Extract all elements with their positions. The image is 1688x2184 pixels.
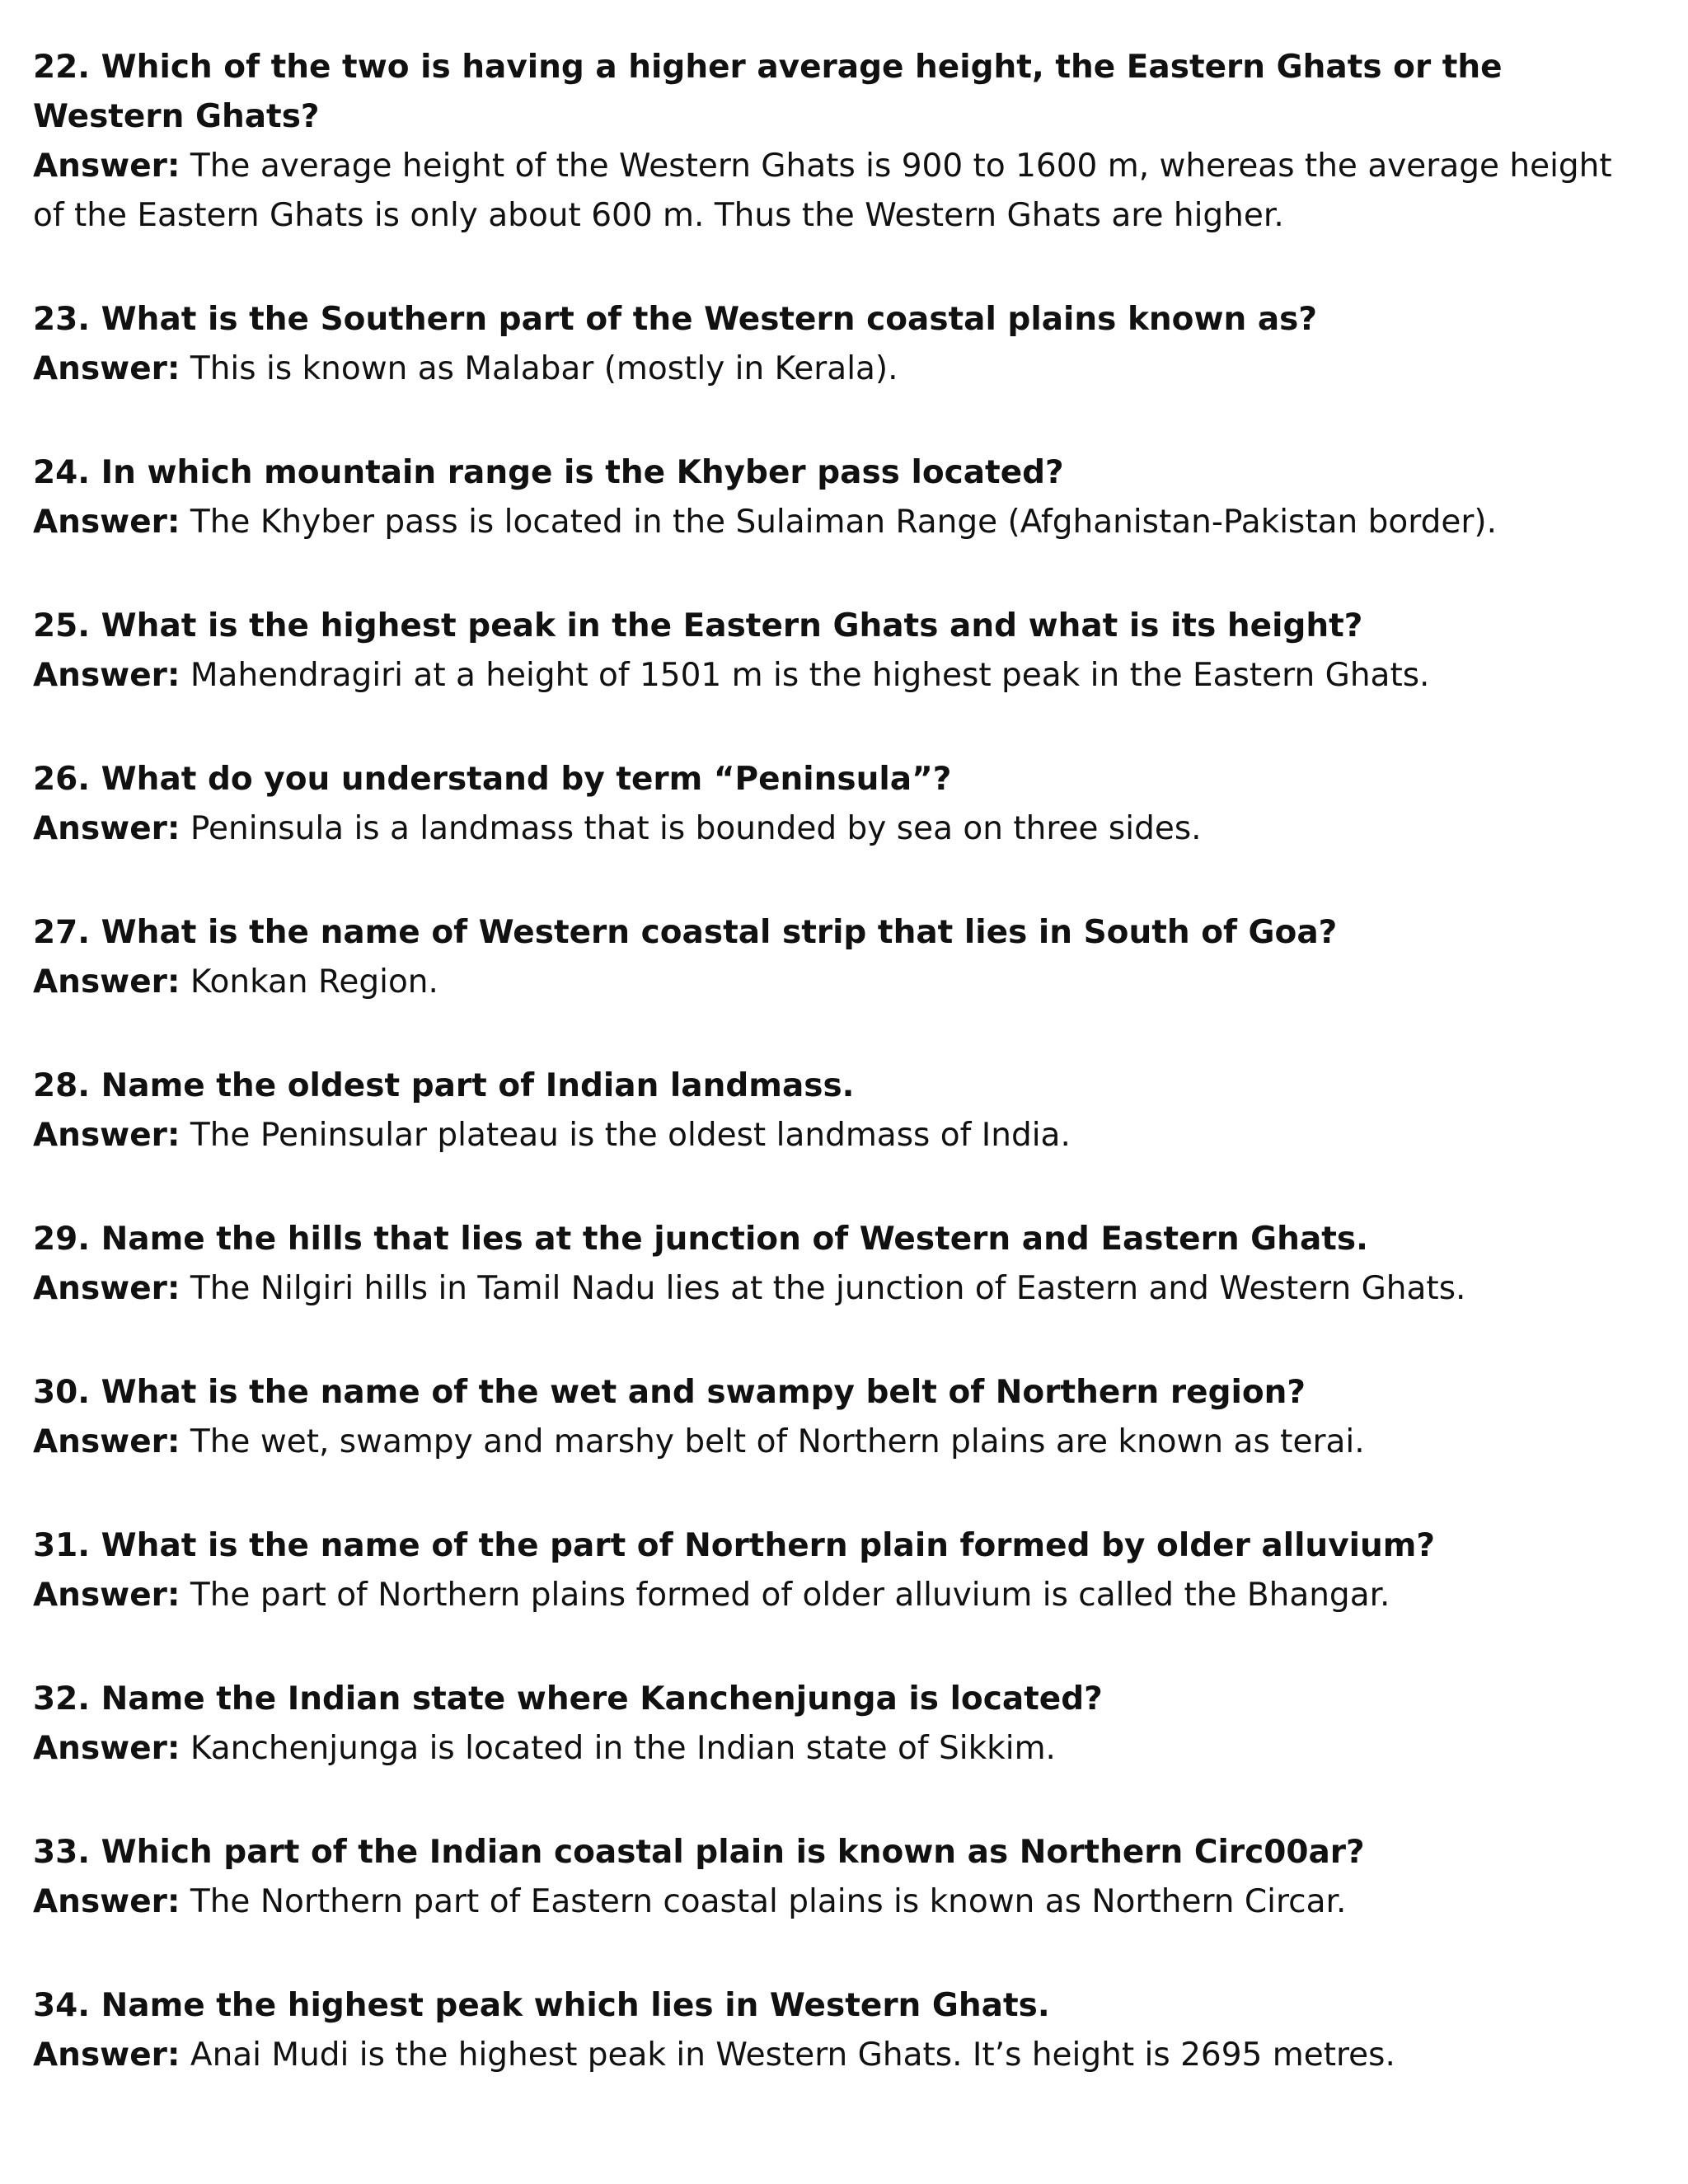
answer-label: Answer: xyxy=(33,1270,181,1307)
qa-item-29 xyxy=(33,1215,1648,1314)
qa-item-30 xyxy=(33,1368,1648,1467)
qa-item-33 xyxy=(33,1828,1648,1927)
answer-label: Answer: xyxy=(33,148,181,185)
answer-text: Mahendragiri at a height of 1501 m is the highest peak in the Eastern Ghats. xyxy=(190,657,1430,694)
answer-paragraph xyxy=(33,498,1648,547)
qa-item-22 xyxy=(33,43,1648,241)
answer-label: Answer: xyxy=(33,1117,181,1154)
answer-text: The wet, swampy and marshy belt of Northern plains are known as terai. xyxy=(190,1423,1365,1460)
answer-paragraph xyxy=(33,344,1648,394)
question-text: 34. Name the highest peak which lies in Western Ghats. xyxy=(33,1987,1050,2024)
answer-label: Answer: xyxy=(33,1577,181,1614)
question-text: 30. What is the name of the wet and swampy belt of Northern region? xyxy=(33,1374,1306,1411)
qa-item-32 xyxy=(33,1675,1648,1774)
answer-paragraph xyxy=(33,958,1648,1007)
qa-item-24 xyxy=(33,448,1648,547)
answer-paragraph xyxy=(33,1724,1648,1774)
question-text: 28. Name the oldest part of Indian landmass. xyxy=(33,1067,855,1104)
answer-text: The Nilgiri hills in Tamil Nadu lies at the junction of Eastern and Western Ghats. xyxy=(190,1270,1466,1307)
answer-label: Answer: xyxy=(33,1883,181,1920)
question-text: 25. What is the highest peak in the Eastern Ghats and what is its height? xyxy=(33,607,1363,644)
answer-text: Anai Mudi is the highest peak in Western Ghats. It’s height is 2695 metres. xyxy=(190,2036,1395,2074)
answer-paragraph xyxy=(33,1877,1648,1927)
answer-paragraph xyxy=(33,651,1648,701)
answer-paragraph xyxy=(33,804,1648,854)
answer-label: Answer: xyxy=(33,1730,181,1767)
answer-label: Answer: xyxy=(33,1423,181,1460)
question-text: 32. Name the Indian state where Kanchenjunga is located? xyxy=(33,1680,1103,1718)
answer-text: Peninsula is a landmass that is bounded by sea on three sides. xyxy=(190,810,1202,847)
question-text: 24. In which mountain range is the Khyber pass located? xyxy=(33,454,1064,491)
qa-item-23 xyxy=(33,295,1648,394)
qa-item-34 xyxy=(33,1981,1648,2080)
question-text: 33. Which part of the Indian coastal plain is known as Northern Circ00ar? xyxy=(33,1834,1365,1871)
answer-text: This is known as Malabar (mostly in Kerala). xyxy=(190,350,898,387)
question-text: 31. What is the name of the part of Northern plain formed by older alluvium? xyxy=(33,1527,1436,1564)
answer-text: The Khyber pass is located in the Sulaiman Range (Afghanistan-Pakistan border). xyxy=(190,504,1498,541)
question-text: 26. What do you understand by term “Peninsula”? xyxy=(33,761,952,798)
qa-item-31 xyxy=(33,1521,1648,1620)
answer-text: The Peninsular plateau is the oldest landmass of India. xyxy=(190,1117,1071,1154)
qa-item-28 xyxy=(33,1062,1648,1160)
answer-label: Answer: xyxy=(33,963,181,1001)
answer-text: Konkan Region. xyxy=(190,963,438,1001)
document-page xyxy=(33,43,1648,2135)
answer-label: Answer: xyxy=(33,350,181,387)
answer-label: Answer: xyxy=(33,657,181,694)
answer-paragraph xyxy=(33,1418,1648,1467)
question-text: 27. What is the name of Western coastal strip that lies in South of Goa? xyxy=(33,914,1338,951)
answer-paragraph xyxy=(33,1111,1648,1160)
answer-text: The part of Northern plains formed of older alluvium is called the Bhangar. xyxy=(190,1577,1390,1614)
answer-label: Answer: xyxy=(33,810,181,847)
answer-label: Answer: xyxy=(33,2036,181,2074)
question-text: 29. Name the hills that lies at the junction of Western and Eastern Ghats. xyxy=(33,1221,1368,1258)
answer-text: The Northern part of Eastern coastal plains is known as Northern Circar. xyxy=(190,1883,1347,1920)
answer-paragraph xyxy=(33,142,1648,241)
answer-paragraph xyxy=(33,2031,1648,2080)
answer-paragraph xyxy=(33,1571,1648,1620)
question-text: 23. What is the Southern part of the Western coastal plains known as? xyxy=(33,301,1317,338)
answer-text: Kanchenjunga is located in the Indian state of Sikkim. xyxy=(190,1730,1056,1767)
qa-item-25 xyxy=(33,602,1648,701)
qa-item-26 xyxy=(33,755,1648,854)
answer-paragraph xyxy=(33,1264,1648,1314)
question-text: 22. Which of the two is having a higher average height, the Eastern Ghats or the Western Ghats? xyxy=(33,49,1503,135)
answer-label: Answer: xyxy=(33,504,181,541)
answer-text: The average height of the Western Ghats is 900 to 1600 m, whereas the average height of the Eastern Ghats is only about 600 m. Thus the Western Ghats are higher. xyxy=(33,148,1612,234)
qa-item-27 xyxy=(33,908,1648,1007)
